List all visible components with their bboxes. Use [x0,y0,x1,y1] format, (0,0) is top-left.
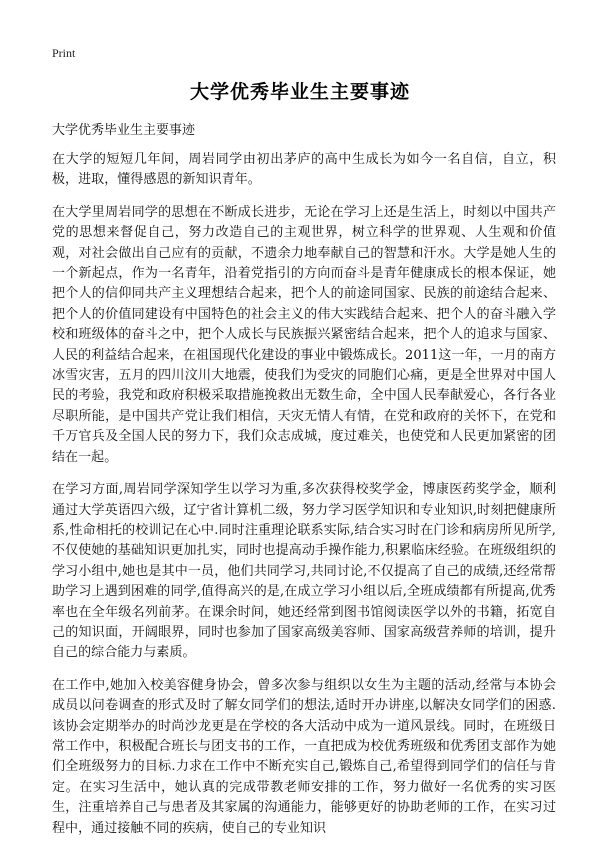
document-subtitle: 大学优秀毕业生主要事迹 [52,123,196,138]
paragraph-intro: 在大学的短短几年间，周岩同学由初出茅庐的高中生成长为如今一名自信，自立，积极，进取，懂得感恩的新知识青年。 [52,152,556,188]
paragraph-work: 在工作中,她加入校美容健身协会，曾多次参与组织以女生为主题的活动,经常与本协会成员以问卷调查的形式及时了解女同学们的想法,适时开办讲座,以解决女同学们的困惑.该协会定期举办的时尚沙龙更是在学校的各大活动中成为一道风景线。同时，在班级日常工作中，积极配合班长与团支书的工作，一直把成为校优秀班级和优秀团支部作为她们全班级努力的目标.力求在工作中不断充实自己,锻炼自己,希望得到同学们的信任与肯定。在实习生活中，她认真的完成带教老师安排的工作，努力做好一名优秀的实习医生，注重培养自己与患者及其家属的沟通能力，能够更好的协助老师的工作，在实习过程中，通过接触不同的疾病，使自己的专业知识 [52,677,556,836]
paragraph-study: 在学习方面,周岩同学深知学生以学习为重,多次获得校奖学金，博康医药奖学金，顺利通过大学英语四六级，辽宁省计算机二级，努力学习医学知识和专业知识,时刻把健康所系,性命相托的校训记在心中.同时注重理论联系实际,结合实习时在门诊和病房所见所学,不仅使她的基础知识更加扎实，同时也提高动手操作能力,积累临床经验。在班级组织的学习小组中,她也是其中一员，他们共同学习,共同讨论,不仅提高了自己的成绩,还经常帮助学习上遇到困难的同学,值得高兴的是,在成立学习小组以后,全班成绩都有所提高,优秀率也在全年级名列前茅。在课余时间，她还经常到图书馆阅读医学以外的书籍，拓宽自己的知识面，开阔眼界，同时也参加了国家高级美容师、国家高级营养师的培训，提升自己的综合能力与素质。 [52,482,556,661]
paragraph-thought: 在大学里周岩同学的思想在不断成长进步，无论在学习上还是生活上，时刻以中国共产党的思想来督促自己，努力改造自己的主观世界，树立科学的世界观、人生观和价值观，对社会做出自己应有的贡献，不遗余力地奉献自己的智慧和汗水。大学是她人生的一个新起点，作为一名青年，沿着党指引的方向而奋斗是青年健康成长的根本保证，她把个人的信仰同共产主义理想结合起来，把个人的前途同国家、民族的前途结合起来、把个人的价值同建设有中国特色的社会主义的伟大实践结合起来、把个人的奋斗融入学校和班级体的奋斗之中，把个人成长与民族振兴紧密结合起来，把个人的追求与国家、人民的利益结合起来，在祖国现代化建设的事业中锻炼成长。2011这一年，一月的南方冰雪灾害，五月的四川汶川大地震，使我们为受灾的同胞们心痛，更是全世界对中国人民的考验，我党和政府积极采取措施挽救出无数生命，全中国人民奉献爱心，各行各业尽职所能，是中国共产党让我们相信，天灾无情人有情，在党和政府的关怀下，在党和千万官兵及全国人民的努力下，我们众志成城，度过难关，也使党和人民更加紧密的团结在一起。 [52,204,556,465]
print-label: Print [52,46,76,60]
document-body [52,150,556,851]
document-title: 大学优秀毕业生主要事迹 [189,81,410,103]
